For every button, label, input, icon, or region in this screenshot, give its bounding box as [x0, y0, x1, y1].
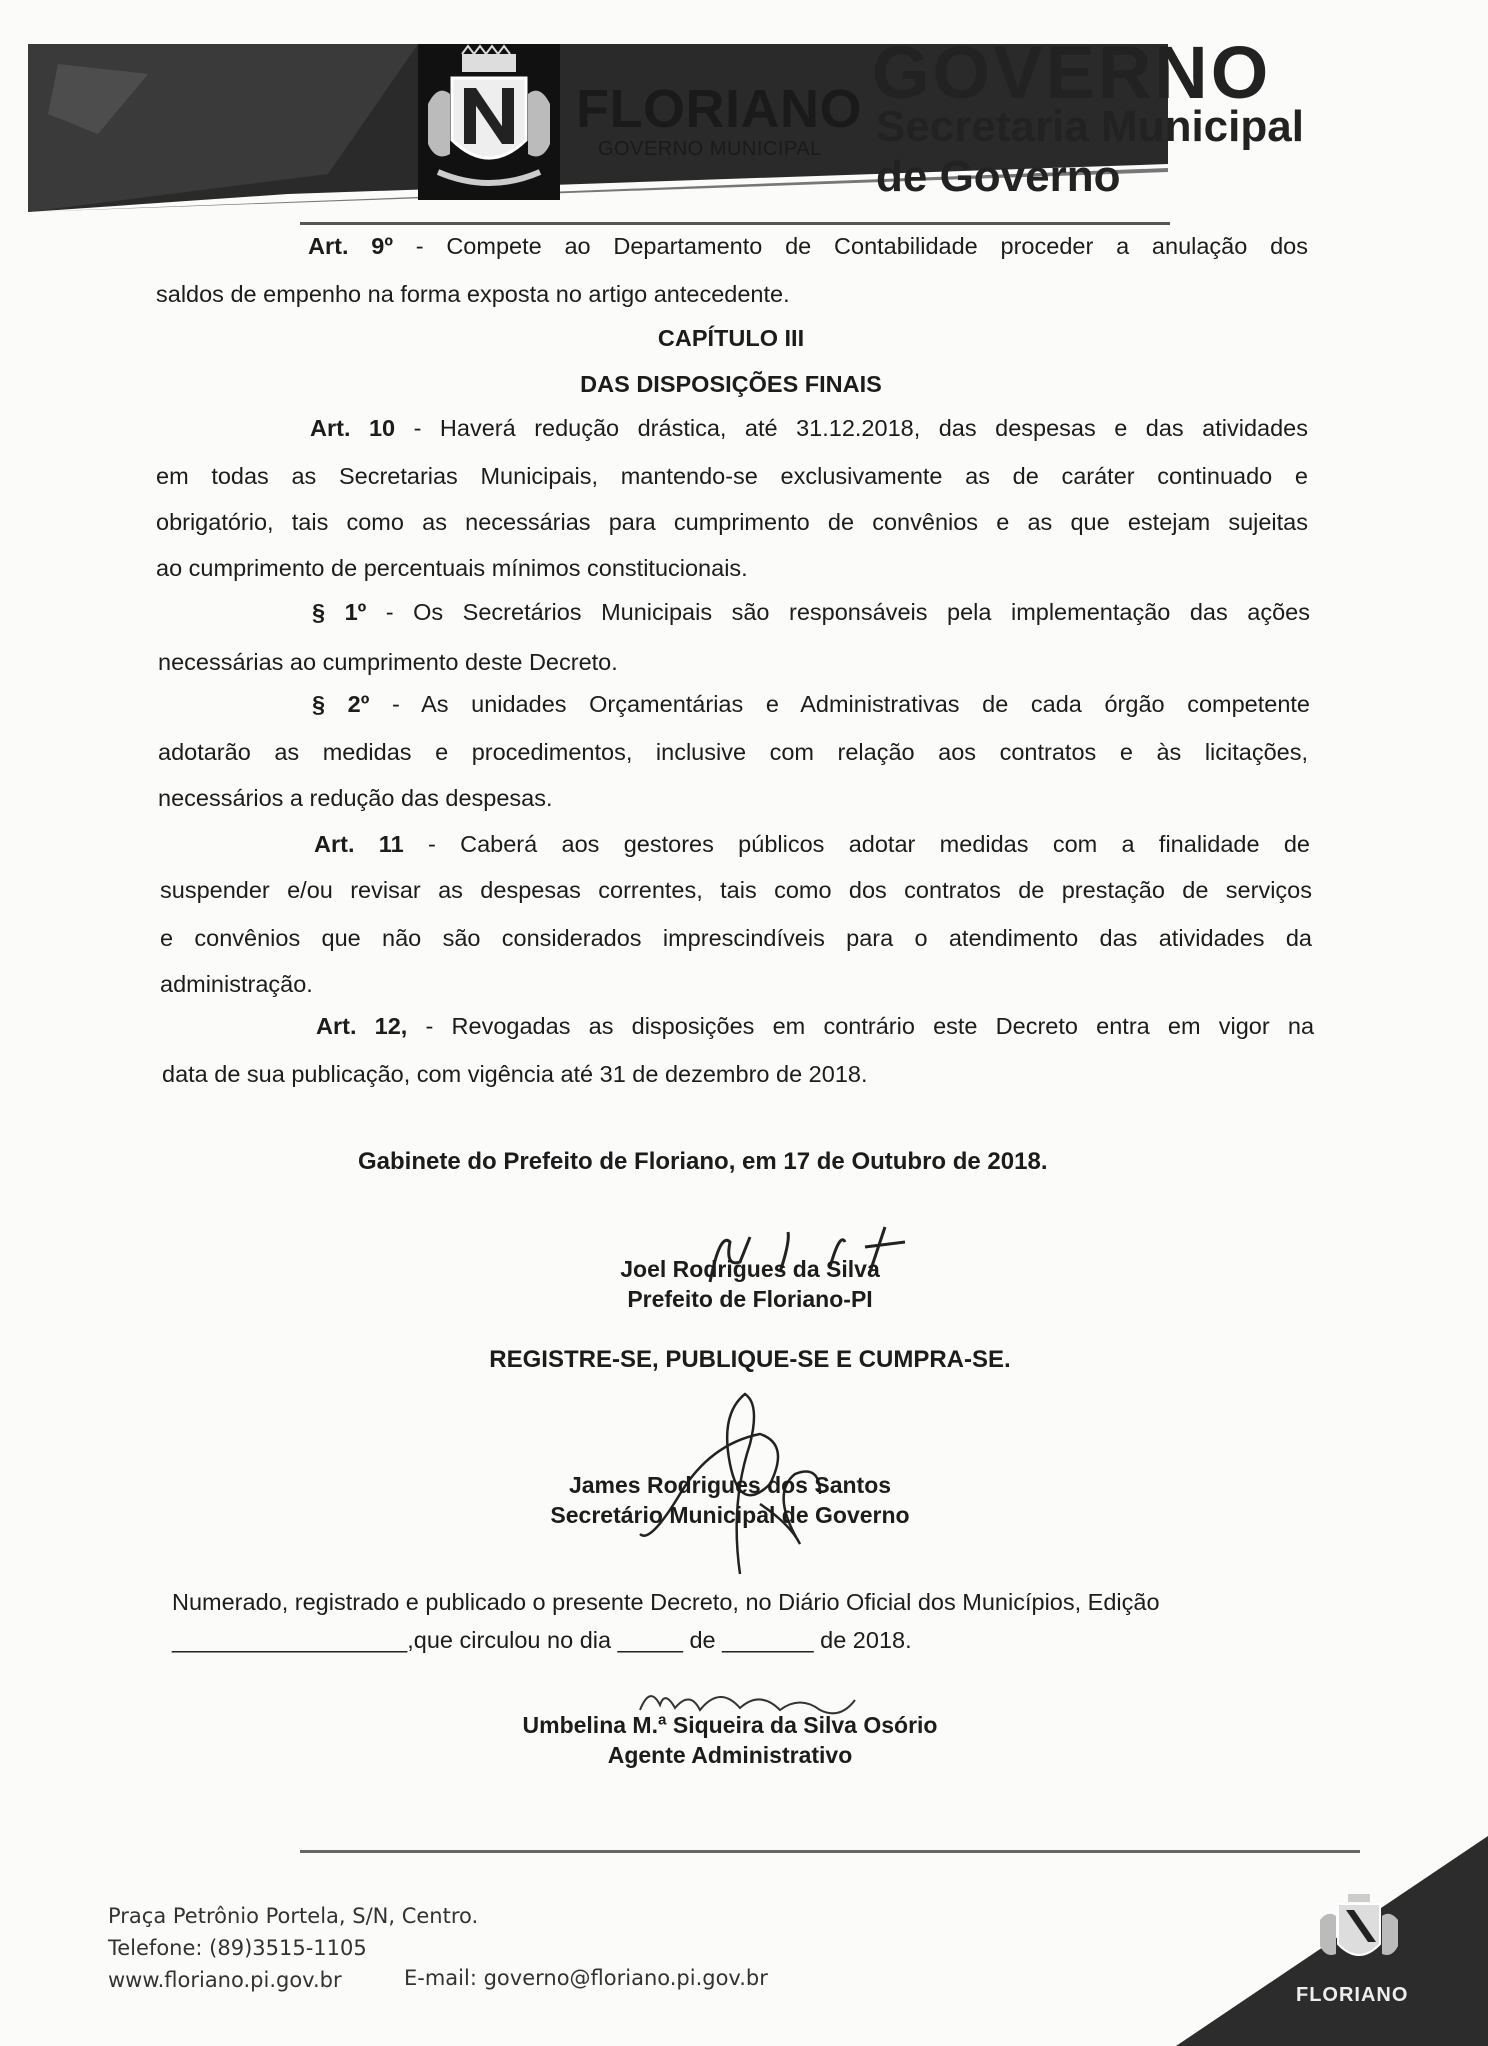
brand-subtitle: GOVERNO MUNICIPAL [598, 138, 822, 160]
art10-text1: - Haverá redução drástica, até 31.12.2018, das despesas e das atividades [395, 415, 1308, 441]
art11-line1 [314, 828, 1310, 860]
par1-line2: necessárias ao cumprimento deste Decreto. [158, 649, 618, 675]
mayor-role: Prefeito de Floriano-PI [627, 1286, 873, 1312]
art10-line1 [310, 412, 1308, 444]
art10-line2: em todas as Secretarias Municipais, mantendo-se exclusivamente as de caráter continuado e [156, 463, 1308, 489]
department-line2: de Governo [876, 152, 1121, 201]
art9-line1 [308, 230, 1308, 262]
par2-line2: adotarão as medidas e procedimentos, inclusive com relação aos contratos e às licitações, [158, 739, 1308, 765]
chapter-title: DAS DISPOSIÇÕES FINAIS [580, 371, 882, 397]
art9-text1: - Compete ao Departamento de Contabilidade proceder a anulação dos [392, 233, 1309, 259]
register-line: REGISTRE-SE, PUBLIQUE-SE E CUMPRA-SE. [489, 1346, 1011, 1373]
header-divider [300, 222, 1170, 225]
art12-label: Art. 12, [316, 1013, 408, 1039]
art12-line2: data de sua publicação, com vigência até 31 de dezembro de 2018. [162, 1061, 868, 1087]
par2-line3: necessários a redução das despesas. [158, 785, 553, 811]
footer-logo-text: FLORIANO [1296, 1984, 1409, 2006]
brand-name: FLORIANO [576, 79, 862, 139]
art10-line4: ao cumprimento de percentuais mínimos constitucionais. [156, 555, 748, 581]
art9-label: Art. 9º [308, 233, 393, 259]
secretary-role: Secretário Municipal de Governo [550, 1502, 910, 1528]
par2-text1: - As unidades Orçamentárias e Administrativas de cada órgão competente [369, 691, 1310, 717]
art10-line3: obrigatório, tais como as necessárias para cumprimento de convênios e as que estejam sujeitas [156, 509, 1308, 535]
par1-text1: - Os Secretários Municipais são responsáveis pela implementação das ações [366, 599, 1310, 625]
art11-line2: suspender e/ou revisar as despesas correntes, tais como dos contratos de prestação de serviços [160, 877, 1312, 903]
page-title: GOVERNO [872, 31, 1272, 114]
mayor-name: Joel Rodrigues da Silva [620, 1256, 880, 1282]
art10-label: Art. 10 [310, 415, 396, 441]
art12-text1: - Revogadas as disposições em contrário este Decreto entra em vigor na [407, 1013, 1315, 1039]
par1-label: § 1º [312, 599, 367, 625]
secretary-name: James Rodrigues dos Santos [568, 1472, 892, 1498]
art11-text1: - Caberá aos gestores públicos adotar medidas com a finalidade de [403, 831, 1310, 857]
footer-email[interactable]: E-mail: governo@floriano.pi.gov.br [404, 1966, 768, 1990]
dateline: Gabinete do Prefeito de Floriano, em 17 de Outubro de 2018. [358, 1148, 1048, 1175]
art11-label: Art. 11 [314, 831, 404, 857]
par2-label: § 2º [312, 691, 370, 717]
par2-line1 [312, 688, 1310, 720]
publication-line1: Numerado, registrado e publicado o presente Decreto, no Diário Oficial dos Municípios, Edição [172, 1589, 1160, 1615]
par1-line1 [312, 596, 1310, 628]
art11-line3: e convênios que não são considerados imprescindíveis para o atendimento das atividades da [160, 925, 1312, 951]
art9-line2: saldos de empenho na forma exposta no artigo antecedente. [156, 281, 790, 307]
publication-line2: __________________,que circulou no dia _____ de _______ de 2018. [172, 1627, 912, 1653]
footer-phone: Telefone: (89)3515-1105 [108, 1936, 367, 1960]
art11-line4: administração. [160, 971, 313, 997]
department-line1: Secretaria Municipal [876, 102, 1304, 151]
agent-role: Agente Administrativo [607, 1742, 853, 1768]
art12-line1 [316, 1010, 1314, 1042]
coat-of-arms [418, 44, 560, 200]
agent-name: Umbelina M.ª Siqueira da Silva Osório [522, 1712, 938, 1738]
footer-website[interactable]: www.floriano.pi.gov.br [108, 1968, 342, 1992]
footer-emblem-icon [1318, 1890, 1400, 1974]
chapter-heading: CAPÍTULO III [657, 325, 805, 351]
footer-address: Praça Petrônio Portela, S/N, Centro. [108, 1904, 479, 1928]
